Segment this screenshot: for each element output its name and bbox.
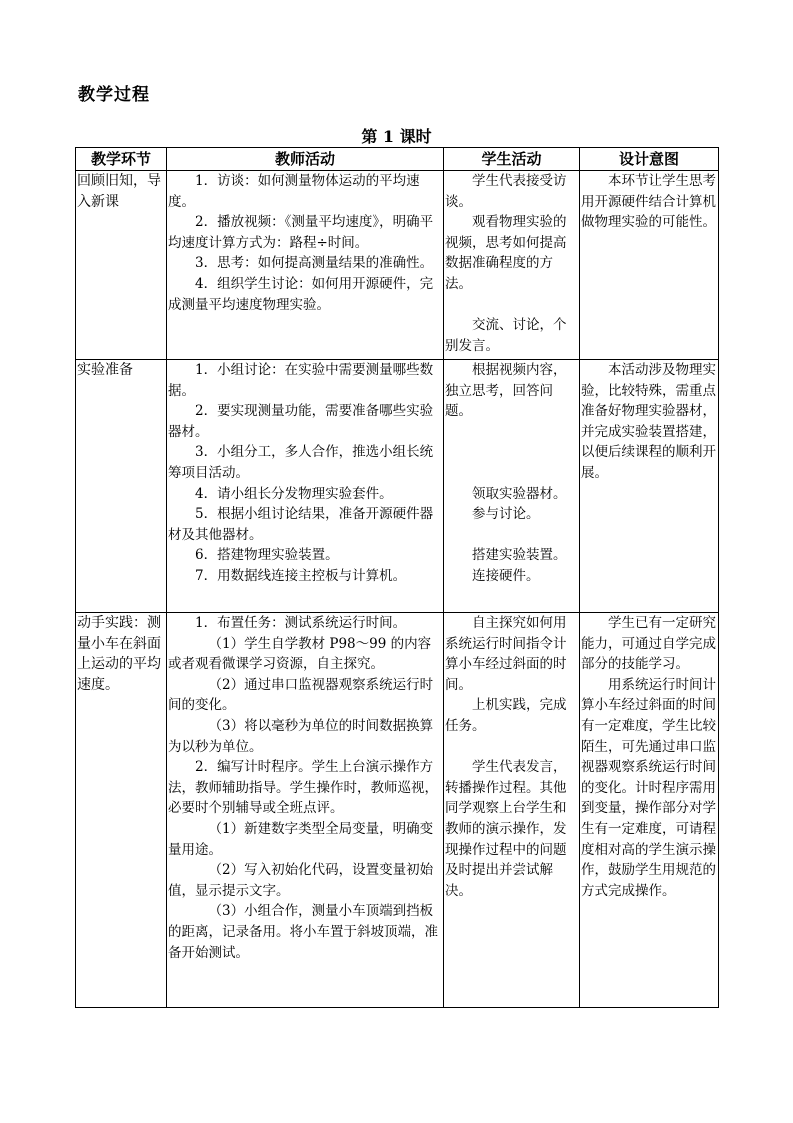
teacher-substep: （1）新建数字类型全局变量，明确变量用途。 — [168, 820, 434, 858]
teacher-step: 6．搭建物理实验装置。 — [195, 547, 339, 564]
intent-text: 学生已有一定研究能力，可通过自学完成部分的技能学习。 — [581, 615, 716, 673]
student-step: 搭建实验装置。 — [472, 547, 567, 564]
teacher-step: 1．布置任务：测试系统运行时间。 — [195, 615, 407, 631]
intent-text: 本活动涉及物理实验，比较特殊，需重点准备好物理实验器材，并完成实验装置搭建，以便后续课程的顺利开展。 — [581, 362, 716, 481]
lesson-title: 第 1 课时 — [361, 127, 432, 146]
teacher-step: 2．播放视频：《测量平均速度》，明确平均速度计算方式为：路程÷时间。 — [168, 214, 434, 251]
student-step: 学生代表接受访谈。 — [445, 173, 567, 210]
teacher-step: 4．请小组长分发物理实验套件。 — [195, 485, 393, 502]
student-step: 学生代表发言，转播操作过程。其他同学观察上台学生和教师的演示操作，发现操作过程中的问题及时提出并尝试解决。 — [445, 759, 567, 899]
header-teacher-activity: 教师活动 — [167, 148, 444, 171]
intent-text: 用系统运行时间计算小车经过斜面的时间有一定难度，学生比较陌生，可先通过串口监视器观察系统运行时间的变化。计时程序需用到变量，操作部分对学生有一定难度，可请程度相对高的学生演示操作，鼓励学生用规范的方式完成操作。 — [581, 676, 716, 899]
teacher-step: 5．根据小组讨论结果，准备开源硬件器材及其他器材。 — [168, 506, 434, 543]
teacher-substep: （3）将以毫秒为单位的时间数据换算为以秒为单位。 — [168, 717, 434, 755]
teacher-substep: （3）小组合作，测量小车顶端到挡板的距离，记录备用。将小车置于斜坡顶端，准备开始测试。 — [168, 903, 438, 961]
design-intent-cell — [580, 171, 719, 360]
design-intent-cell — [580, 613, 719, 1008]
teacher-step: 1．小组讨论：在实验中需要测量哪些数据。 — [168, 362, 434, 399]
header-student-activity: 学生活动 — [444, 148, 580, 171]
student-activity-cell — [444, 171, 580, 360]
teacher-step: 7．用数据线连接主控板与计算机。 — [195, 567, 407, 584]
stage-cell: 动手实践：测量小车在斜面上运动的平均速度。 — [76, 613, 167, 1008]
student-step: 参与讨论。 — [472, 506, 540, 523]
teacher-substep: （2）通过串口监视器观察系统运行时间的变化。 — [168, 676, 434, 714]
intent-text: 本环节让学生思考用开源硬件结合计算机做物理实验的可能性。 — [581, 173, 716, 231]
student-activity-cell — [444, 360, 580, 613]
teacher-activity-cell — [167, 360, 444, 613]
teacher-step: 3．思考：如何提高测量结果的准确性。 — [195, 255, 434, 272]
teacher-step: 2．编写计时程序。学生上台演示操作方法，教师辅助指导。学生操作时，教师巡视，必要时个别辅导或全班点评。 — [168, 759, 438, 817]
teacher-activity-cell — [167, 613, 444, 1008]
student-activity-cell — [444, 613, 580, 1008]
student-step: 上机实践，完成任务。 — [445, 697, 567, 734]
section-heading: 教学过程 — [78, 85, 150, 105]
student-step: 观看物理实验的视频，思考如何提高数据准确程度的方法。 — [445, 214, 567, 292]
student-step: 领取实验器材。 — [472, 485, 567, 502]
table-row — [76, 360, 719, 613]
teacher-step: 4．组织学生讨论：如何用开源硬件，完成测量平均速度物理实验。 — [168, 275, 434, 313]
teacher-step: 3．小组分工，多人合作，推选小组长统筹项目活动。 — [168, 444, 434, 481]
stage-cell: 实验准备 — [76, 360, 167, 613]
teacher-activity-cell — [167, 171, 444, 360]
lesson-plan-table — [75, 147, 719, 1008]
table-header-row — [76, 148, 719, 171]
teacher-substep: （1）学生自学教材 P98～99 的内容或者观看微课学习资源，自主探究。 — [168, 635, 432, 673]
student-step: 根据视频内容，独立思考，回答问题。 — [445, 362, 567, 420]
header-stage: 教学环节 — [76, 148, 167, 171]
student-step: 交流、讨论，个别发言。 — [445, 317, 567, 354]
teacher-substep: （2）写入初始化代码，设置变量初始值，显示提示文字。 — [168, 862, 434, 899]
teacher-step: 1．访谈：如何测量物体运动的平均速度。 — [168, 173, 420, 210]
student-step: 自主探究如何用系统运行时间指令计算小车经过斜面的时间。 — [445, 615, 567, 693]
student-step: 连接硬件。 — [472, 567, 540, 584]
design-intent-cell — [580, 360, 719, 613]
header-design-intent: 设计意图 — [580, 148, 719, 171]
teacher-step: 2．要实现测量功能，需要准备哪些实验器材。 — [168, 403, 434, 440]
table-row — [76, 613, 719, 1008]
table-row — [76, 171, 719, 360]
stage-cell: 回顾旧知，导入新课 — [76, 171, 167, 360]
